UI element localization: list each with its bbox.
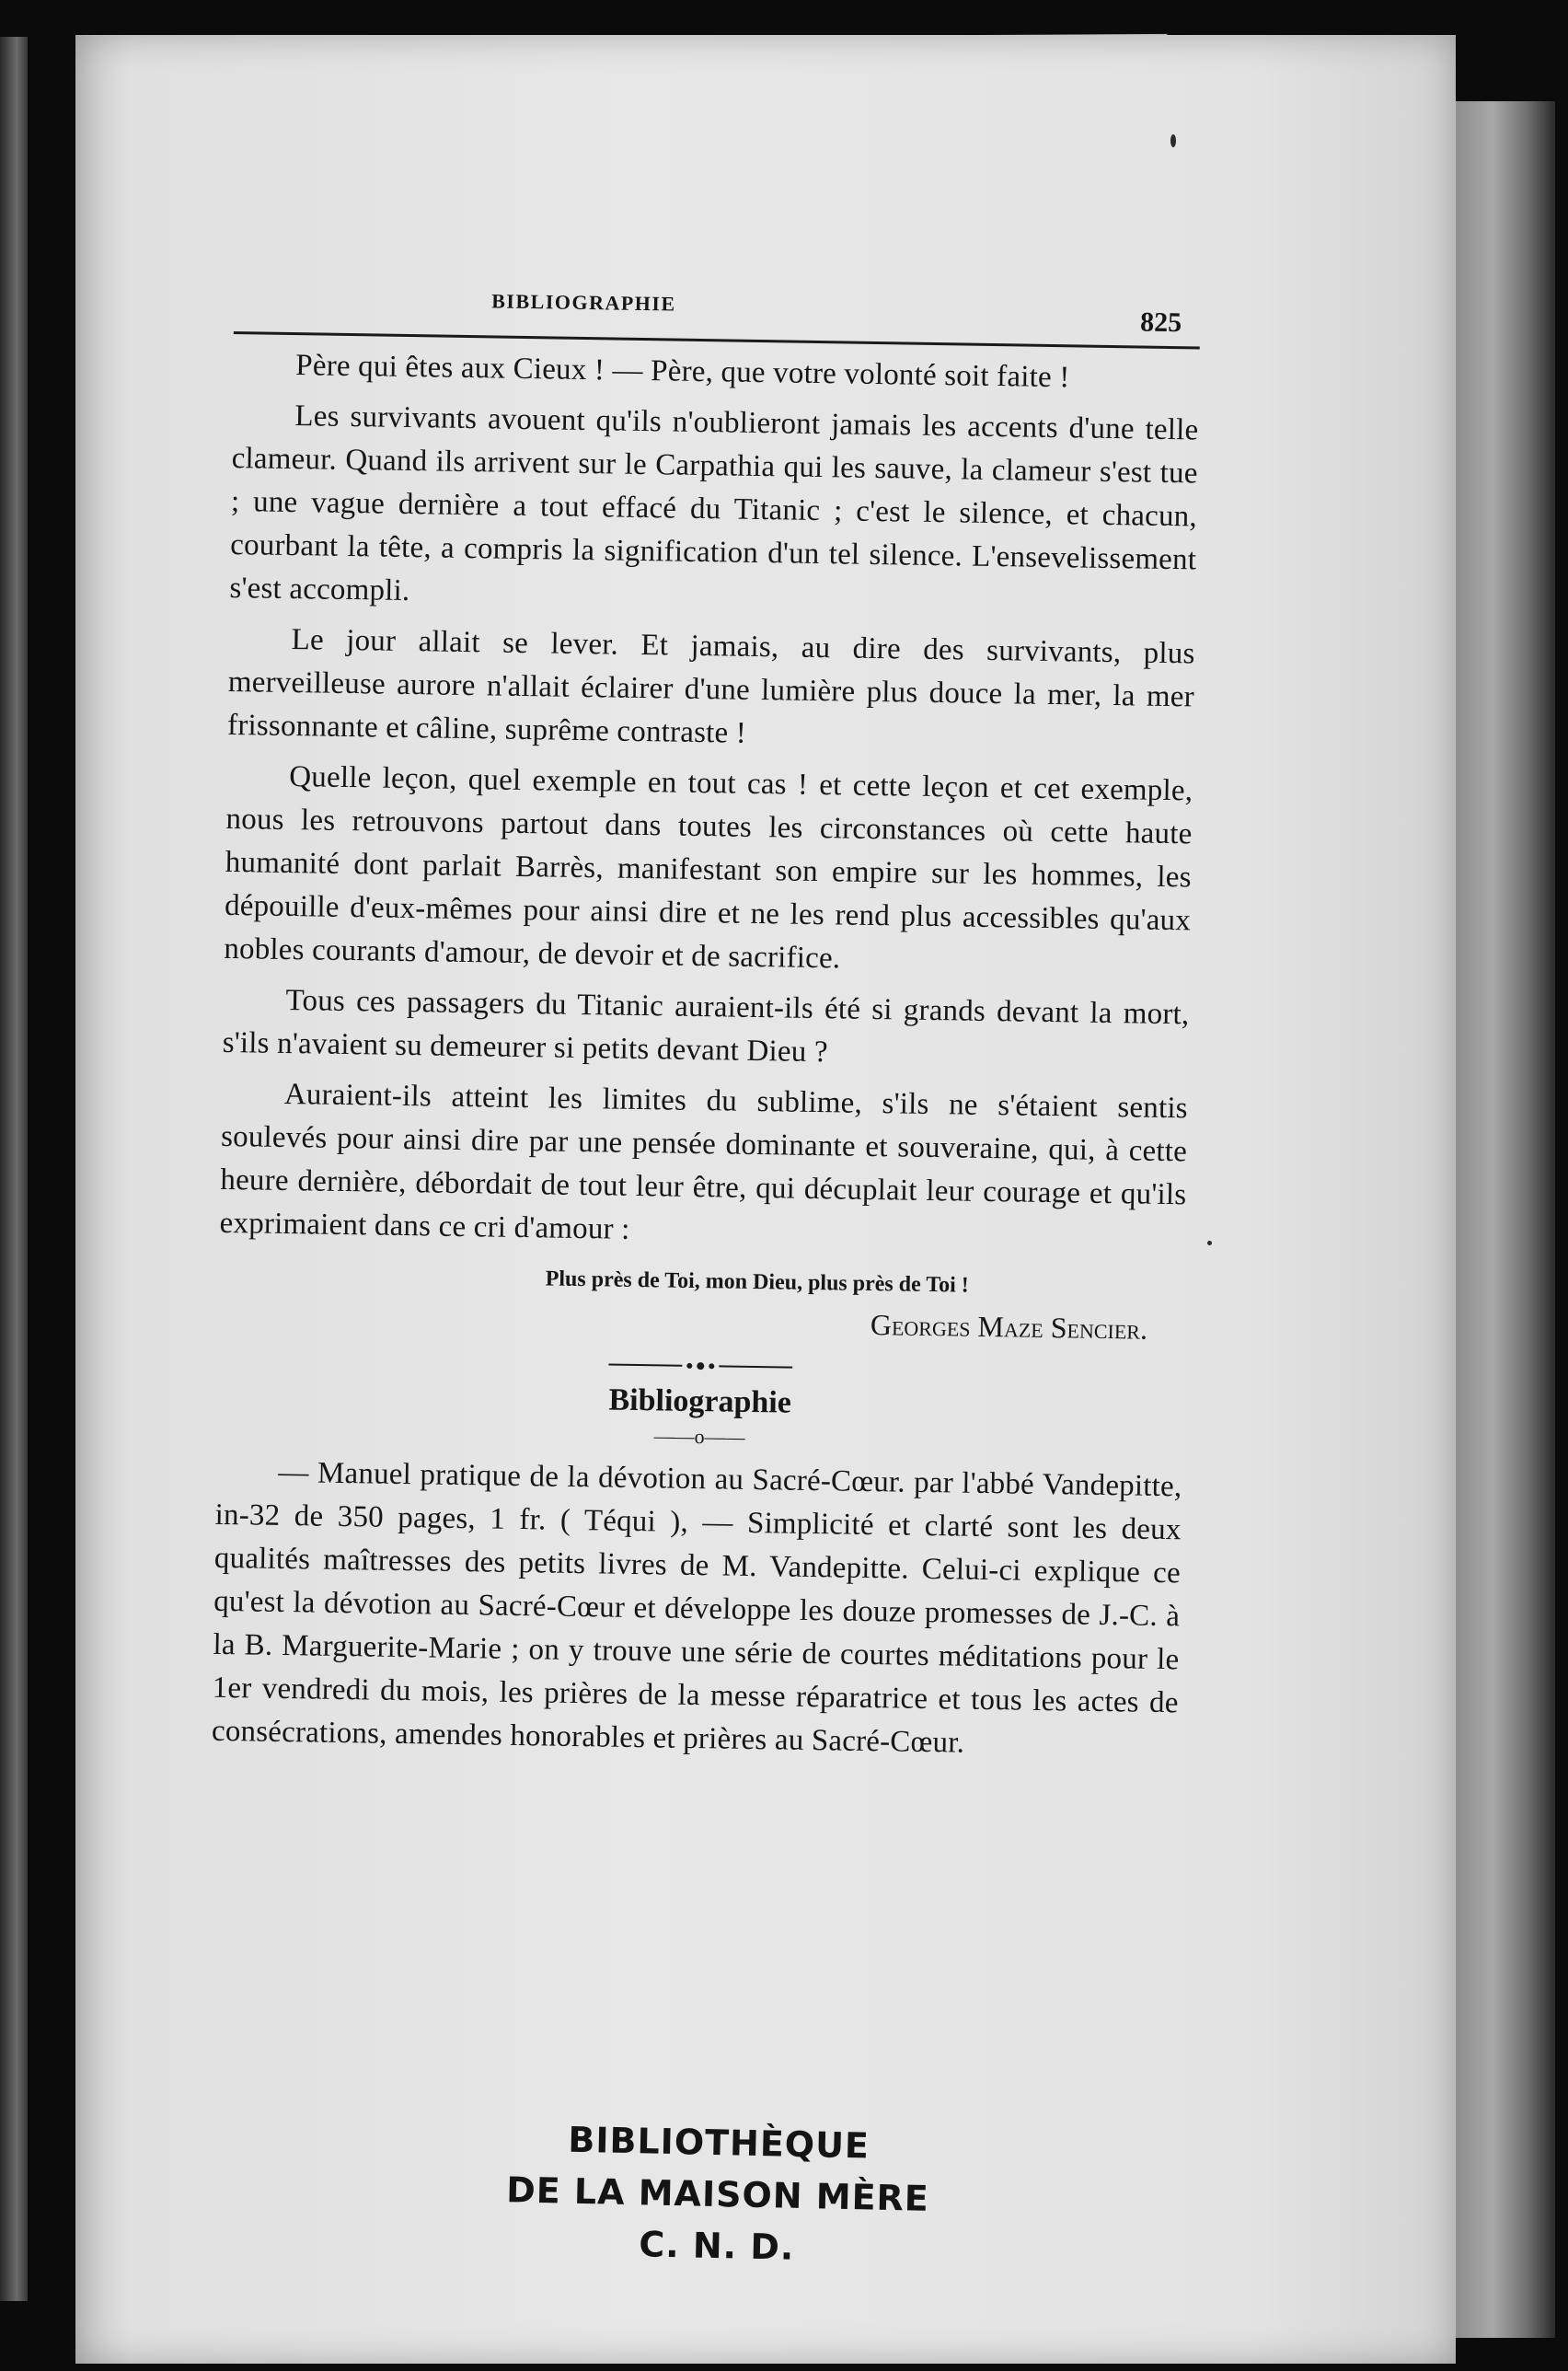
stamp-line: DE LA MAISON MÈRE bbox=[505, 2169, 930, 2219]
paragraph: Père qui êtes aux Cieux ! — Père, que votre volonté soit faite ! bbox=[295, 349, 1070, 395]
running-title: BIBLIOGRAPHIE bbox=[491, 289, 676, 316]
small-rule: ——o—— bbox=[653, 1424, 745, 1449]
paragraph: Tous ces passagers du Titanic auraient-ils été si grands devant la mort, s'ils n'avaient su demeurer si petits devant Dieu ? bbox=[222, 983, 1190, 1070]
library-stamp bbox=[458, 2111, 976, 2277]
hymn-quote: Plus près de Toi, mon Dieu, plus près de Toi ! bbox=[545, 1266, 969, 1298]
author-signature: Georges Maze Sencier. bbox=[870, 1307, 1148, 1346]
speck bbox=[1207, 1241, 1212, 1245]
bibliography-entry: — Manuel pratique de la dévotion au Sacré-Cœur. par l'abbé Vandepitte, in-32 de 350 pages, 1 fr. ( Téqui ), — Simplicité et clarté sont les deux qualités maîtresses des petits livres de M. Vandepitte. Celui-ci explique ce qu'est la dévotion au Sacré-Cœur et développe les douze promesses de J.-C. à la B. Marguerite-Marie ; on y trouve une série de courtes méditations pour le 1er vendredi du mois, les prières de la messe réparatrice et tous les actes de consécrations, amendes honorables et prières au Sacré-Cœur. bbox=[211, 1455, 1182, 1760]
page-number: 825 bbox=[1139, 306, 1182, 339]
stamp-line: C. N. D. bbox=[638, 2224, 795, 2268]
section-title: Bibliographie bbox=[608, 1382, 792, 1420]
speck bbox=[1170, 134, 1176, 147]
paragraph: Le jour allait se lever. Et jamais, au dire des survivants, plus merveilleuse aurore n'allait éclairer d'une lumière plus douce la mer, la mer frissonnante et câline, suprême contraste ! bbox=[226, 623, 1195, 750]
paragraph: Les survivants avouent qu'ils n'oublieront jamais les accents d'une telle clameur. Quand ils arrivent sur le Carpathia qui les sauve, la clameur s'est tue ; une vague dernière a tout effacé du Titanic ; c'est le silence, et chacun, courbant la tête, a compris la signification d'un tel silence. L'ensevelissement s'est accompli. bbox=[229, 399, 1199, 608]
stamp-line: BIBLIOTHÈQUE bbox=[567, 2119, 870, 2167]
paragraph: Auraient-ils atteint les limites du sublime, s'ils ne s'étaient sentis soulevés pour ainsi dire par une pensée dominante et souveraine, qui, à cette heure dernière, débordait de tout leur être, qui décuplait leur courage et qu'ils exprimaient dans ce cri d'amour : bbox=[219, 1077, 1189, 1246]
facing-page-edge bbox=[0, 37, 28, 2301]
paragraph: Quelle leçon, quel exemple en tout cas ! et cette leçon et cet exemple, nous les retrouvons partout dans toutes les circonstances où cette haute humanité dont parlait Barrès, manifestant son empire sur les hommes, les dépouille d'eux-mêmes pour ainsi dire et ne les rend plus accessibles qu'aux nobles courants d'amour, de devoir et de sacrifice. bbox=[224, 760, 1193, 976]
ornament-icon bbox=[608, 1359, 792, 1374]
page-content bbox=[212, 267, 1201, 1775]
